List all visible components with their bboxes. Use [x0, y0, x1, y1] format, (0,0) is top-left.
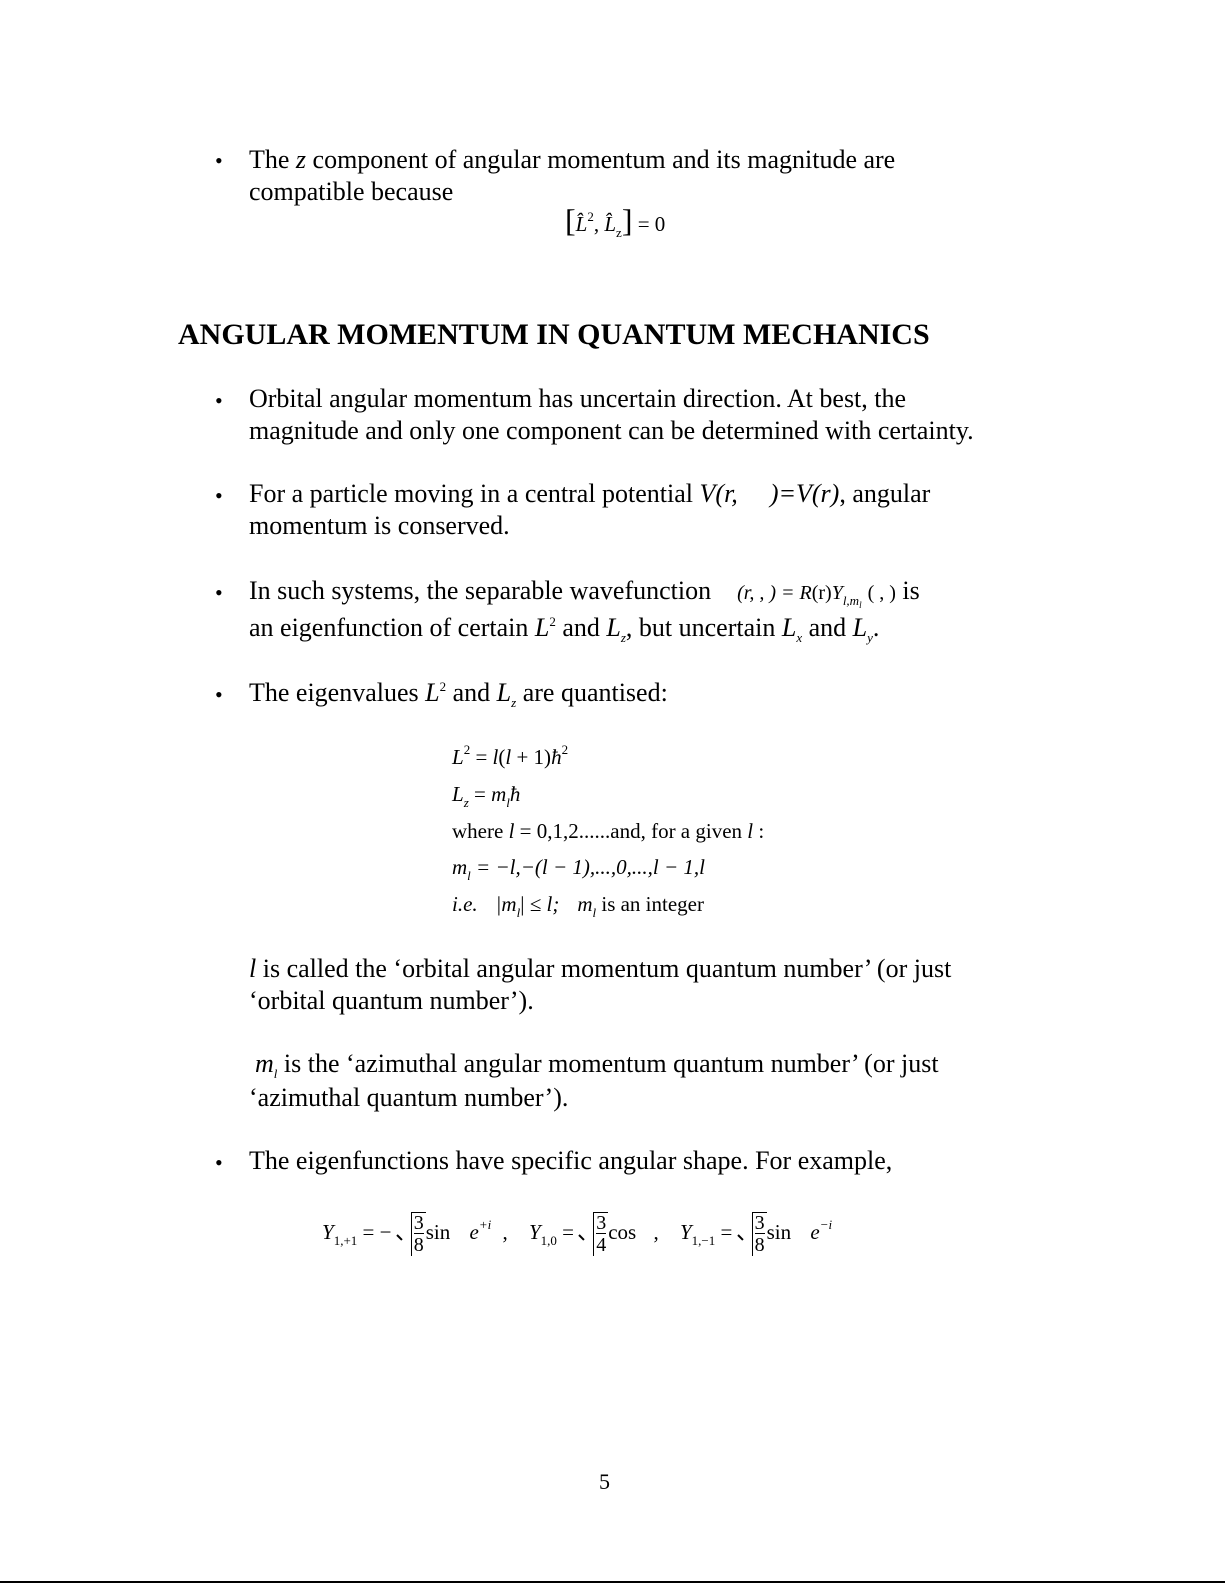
- spherical-harmonics-equation: $Y_{1,+1}$ = − $\frac{3}{8}$ $\sin e^{+i}$ , $Y_{1,0}$ = $\frac{3}{4}$ cos , $Y_{1,-1}$ = $\frac{3}{8}$ $\sin e^{-i}$: [322, 1212, 833, 1256]
- eq-lz: $L_z$ = $m_lħ$: [452, 782, 521, 810]
- bullet-marker: •: [215, 580, 223, 605]
- bullet-marker: •: [215, 388, 223, 413]
- b2-line-2: momentum is conserved.: [249, 511, 510, 540]
- eq-ml-range: $m_l = -l,-(l - 1),...,0,...,l - 1,l$: [452, 855, 705, 883]
- bullet-marker: •: [215, 148, 223, 173]
- bullet-marker: •: [215, 682, 223, 707]
- b4-line: The eigenvalues $L^2$ and $L_z$ are quantised:: [249, 678, 668, 710]
- page-number: 5: [599, 1469, 610, 1494]
- eq-ml-abs: i.e. $|m_l| \le l$; $m_l$ is an integer: [452, 892, 704, 920]
- bullet-marker: •: [215, 483, 223, 508]
- b3-line-1: In such systems, the separable wavefunction (r, , ) = $R(r)Y_{l,ml}$( , ) is: [249, 576, 920, 610]
- section-heading: ANGULAR MOMENTUM IN QUANTUM MECHANICS: [178, 318, 930, 351]
- sqrt-3-over-8-b: $\frac{3}{8}$: [738, 1212, 767, 1256]
- bullet-marker: •: [215, 1150, 223, 1175]
- bottom-rule: [0, 1581, 1225, 1583]
- p2-line-1: $m_l$ is the ‘azimuthal angular momentum quantum number’ (or just: [255, 1049, 939, 1081]
- eq-where-l: where l = 0,1,2......and, for a given l :: [452, 819, 765, 843]
- sqrt-3-over-4: $\frac{3}{4}$: [579, 1212, 608, 1256]
- p1-line-1: l is called the ‘orbital angular momentum quantum number’ (or just: [249, 954, 952, 983]
- b3-line-2: an eigenfunction of certain $L^2$ and $L_z$, but uncertain $L_x$ and $L_y$.: [249, 613, 880, 645]
- sqrt-3-over-8: $\frac{3}{8}$: [397, 1212, 426, 1256]
- eq-l-squared: $L^2 = l(l$ + $1)ħ^2$: [452, 742, 569, 769]
- b1-line-1: Orbital angular momentum has uncertain direction. At best, the: [249, 384, 907, 413]
- intro-line-2: compatible because: [249, 177, 454, 206]
- p2-line-2: ‘azimuthal quantum number’).: [249, 1083, 569, 1112]
- intro-line-1: The z component of angular momentum and its magnitude are: [249, 145, 896, 174]
- b1-line-2: magnitude and only one component can be determined with certainty.: [249, 416, 974, 445]
- b5-line: The eigenfunctions have specific angular shape. For example,: [249, 1146, 893, 1175]
- p1-line-2: ‘orbital quantum number’).: [249, 986, 534, 1015]
- commutator-equation: [L̂$^2$, $L̂_z] = 0$: [565, 202, 666, 240]
- b2-line-1: For a particle moving in a central potential V(r, )=V(r), angular: [249, 479, 931, 508]
- wavefunction-equation: (r, , ) = $R(r)Y_{l,ml}$( , ): [737, 582, 896, 610]
